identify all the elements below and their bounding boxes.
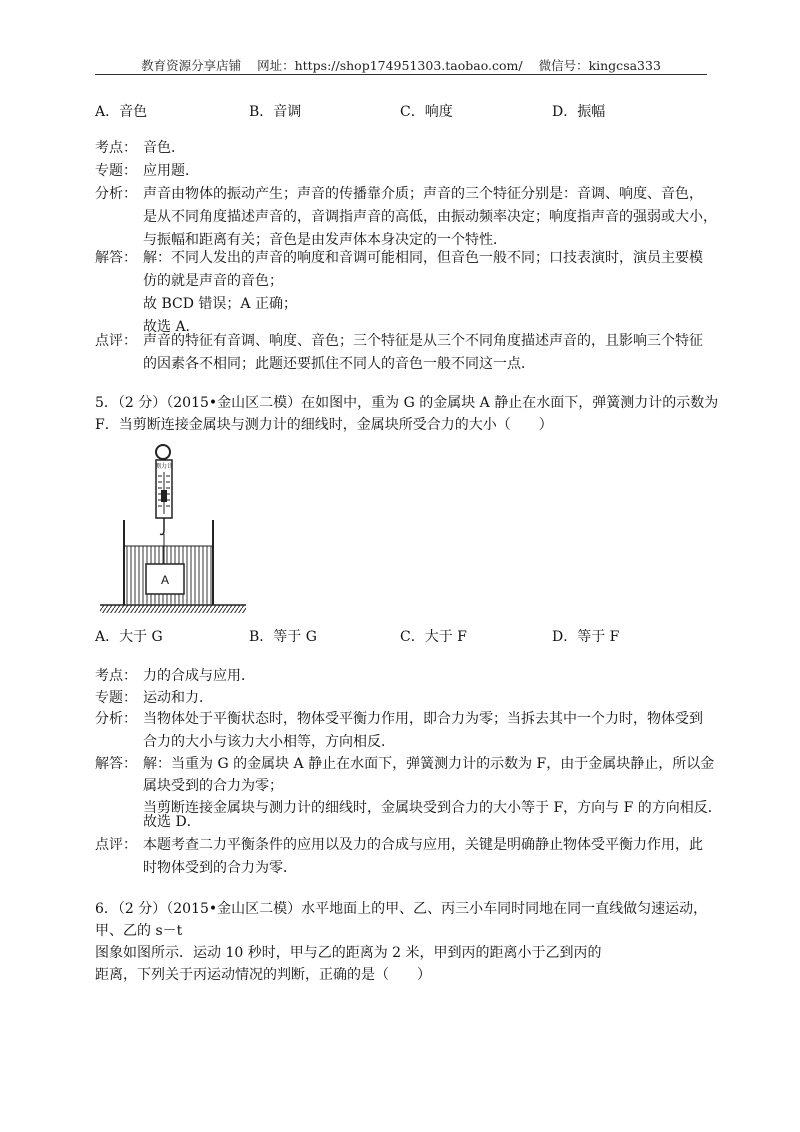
scale-indicator bbox=[161, 490, 167, 502]
q4-jieda-line-4: 故选 A． bbox=[143, 319, 200, 335]
q4-jieda-line-3: 故 BCD 错误；A 正确； bbox=[143, 296, 297, 312]
q4-option-c: C．响度 bbox=[400, 104, 453, 120]
q5-option-b: B．等于 G bbox=[249, 629, 317, 645]
q5-option-d: D．等于 F bbox=[552, 629, 620, 645]
zhuanti-text: 运动和力． bbox=[143, 690, 213, 706]
q4-fenxi-line-1: 声音由物体的振动产生；声音的传播靠介质；声音的三个特征分别是：音调、响度、音色， bbox=[143, 186, 703, 202]
q6-stem-line-2: 甲、乙的 s－t bbox=[95, 923, 183, 939]
kaodian-label: 考点： bbox=[95, 668, 137, 684]
q4-jieda-line-2: 仿的就是声音的音色； bbox=[143, 273, 283, 289]
zhuanti-label: 专题： bbox=[95, 690, 137, 706]
scale-hook bbox=[160, 518, 164, 535]
q6-stem-line-4: 距离，下列关于丙运动情况的判断，正确的是（ ） bbox=[95, 967, 431, 983]
q5-option-a: A．大于 G bbox=[95, 629, 163, 645]
q4-option-a: A．音色 bbox=[95, 104, 148, 120]
ground bbox=[100, 605, 246, 613]
kaodian-text: 力的合成与应用． bbox=[143, 668, 255, 684]
q6-stem-line-1: 6．（2 分）（2015•金山区二模）水平地面上的甲、乙、丙三小车同时同地在同一直线做匀速运动， bbox=[95, 901, 708, 917]
q5-jieda-line-3: 当剪断连接金属块与测力计的细线时，金属块受到合力的大小等于 F，方向与 F 的方向相反． bbox=[143, 800, 722, 816]
q4-dianping-label: 点评： bbox=[95, 333, 137, 349]
q5-dianping-line-2: 时物体受到的合力为零． bbox=[143, 860, 297, 876]
q5-dianping-line-1: 本题考查二力平衡条件的应用以及力的合成与应用，关键是明确静止物体受平衡力作用，此 bbox=[143, 837, 703, 853]
q5-jieda-line-2: 属块受到的合力为零； bbox=[143, 778, 283, 794]
q4-option-d: D．振幅 bbox=[552, 104, 606, 120]
q4-option-b: B．音调 bbox=[249, 104, 302, 120]
q5-kaodian bbox=[95, 664, 255, 688]
hook-ring bbox=[156, 445, 170, 459]
q5-jieda-line-1: 解：当重为 G 的金属块 A 静止在水面下，弹簧测力计的示数为 F，由于金属块静止，所以金 bbox=[143, 756, 715, 772]
q4-fenxi-label: 分析： bbox=[95, 186, 137, 202]
q6-stem-line-3: 图象如图所示．运动 10 秒时，甲与乙的距离为 2 米，甲到丙的距离小于乙到丙的 bbox=[95, 945, 602, 961]
q5-jieda-label: 解答： bbox=[95, 756, 137, 772]
header-url: 网址：https://shop174951303.taobao.com/ bbox=[257, 58, 523, 73]
q4-zhuanti bbox=[95, 159, 199, 183]
q4-fenxi-line-3: 与振幅和距离有关；音色是由发声体本身决定的一个特性． bbox=[143, 232, 507, 248]
q5-jieda-line-4: 故选 D． bbox=[143, 814, 201, 830]
q4-jieda-label: 解答： bbox=[95, 250, 137, 266]
header-shop: 教育资源分享店铺 bbox=[141, 58, 242, 73]
q5-fenxi-line-2: 合力的大小与该力大小相等，方向相反． bbox=[143, 734, 395, 750]
q5-stem-line-1: 5．（2 分）（2015•金山区二模）在如图中，重为 G 的金属块 A 静止在水面下，弹簧测力计的示数为 bbox=[95, 395, 719, 411]
q4-dianping-line-2: 的因素各不相同；此题还要抓住不同人的音色一般不同这一点． bbox=[143, 356, 535, 372]
kaodian-text: 音色． bbox=[143, 140, 185, 156]
zhuanti-text: 应用题． bbox=[143, 163, 199, 179]
spring-scale-figure bbox=[98, 440, 258, 620]
q4-jieda-line-1: 解：不同人发出的声音的响度和音调可能相同，但音色一般不同；口技表演时，演员主要模 bbox=[143, 250, 703, 266]
q5-fenxi-line-1: 当物体处于平衡状态时，物体受平衡力作用，即合力为零；当拆去其中一个力时，物体受到 bbox=[143, 711, 703, 727]
q5-option-c: C．大于 F bbox=[400, 629, 467, 645]
q4-dianping-line-1: 声音的特征有音调、响度、音色；三个特征是从三个不同角度描述声音的，且影响三个特征 bbox=[143, 333, 703, 349]
zhuanti-label: 专题： bbox=[95, 163, 137, 179]
block-label: A bbox=[160, 573, 170, 587]
q4-fenxi-line-2: 是从不同角度描述声音的，音调指声音的高低，由振动频率决定；响度指声音的强弱或大小， bbox=[143, 209, 717, 225]
q4-kaodian bbox=[95, 136, 185, 160]
scale-label: 测力计 bbox=[154, 463, 174, 470]
page-header bbox=[95, 56, 707, 74]
q5-stem-line-2: F．当剪断连接金属块与测力计的细线时，金属块所受合力的大小（ ） bbox=[95, 417, 553, 433]
q5-fenxi-label: 分析： bbox=[95, 711, 137, 727]
header-wechat: 微信号：kingcsa333 bbox=[538, 58, 661, 73]
header-divider bbox=[95, 74, 707, 75]
q5-dianping-label: 点评： bbox=[95, 837, 137, 853]
kaodian-label: 考点： bbox=[95, 140, 137, 156]
